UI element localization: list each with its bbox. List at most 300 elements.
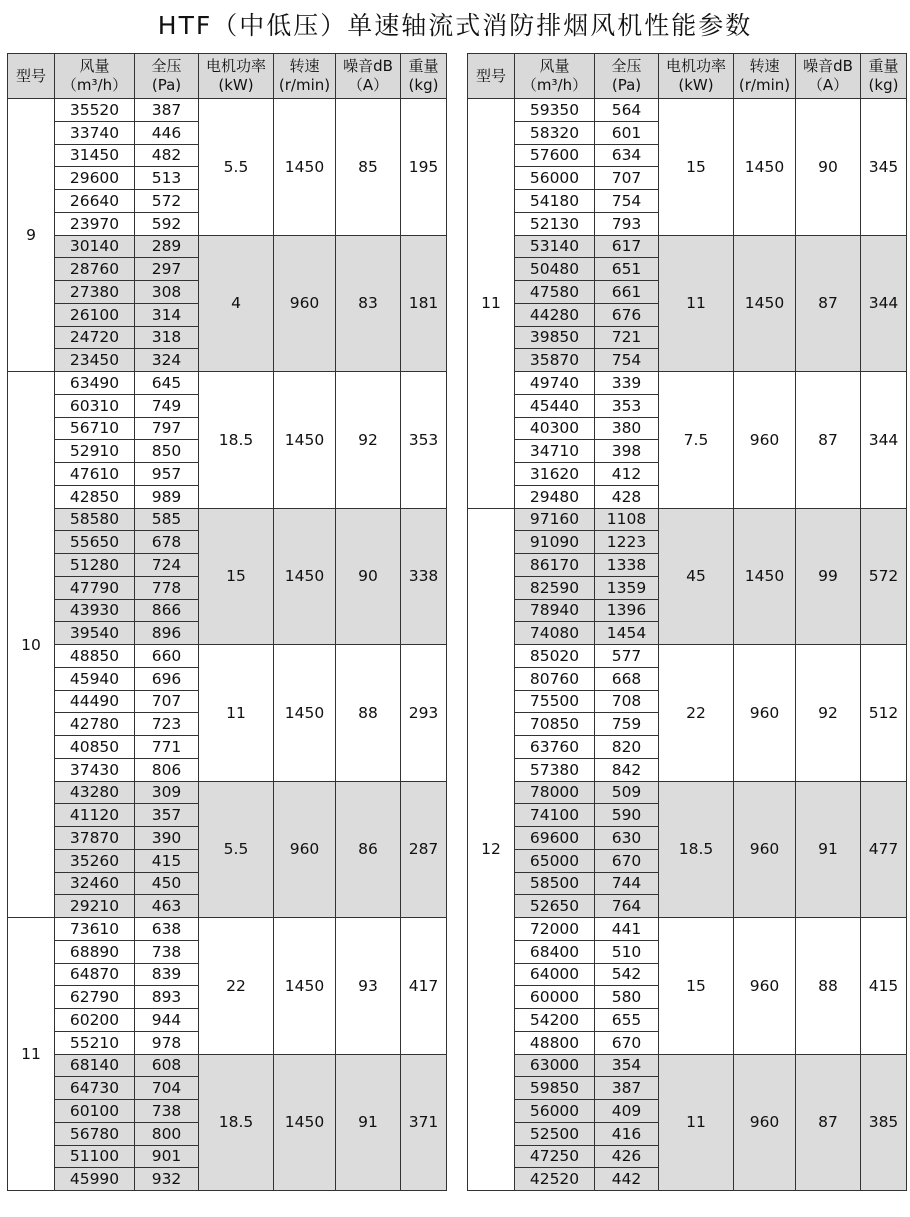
pressure-cell: 380 (595, 417, 659, 440)
airflow-cell: 28760 (55, 258, 135, 281)
model-cell: 10 (8, 372, 55, 918)
pressure-cell: 564 (595, 99, 659, 122)
pressure-cell: 324 (135, 349, 199, 372)
airflow-cell: 24720 (55, 326, 135, 349)
airflow-cell: 53140 (515, 235, 595, 258)
pressure-cell: 482 (135, 144, 199, 167)
speed-cell: 960 (734, 781, 796, 918)
col-header-model (8, 54, 55, 99)
pressure-cell: 932 (135, 1168, 199, 1191)
airflow-cell: 37870 (55, 827, 135, 850)
col-header-line1: 全压 (151, 57, 182, 75)
pressure-cell: 1108 (595, 508, 659, 531)
col-header-pressure (595, 54, 659, 99)
noise-cell: 87 (796, 1054, 861, 1191)
pressure-cell: 353 (595, 394, 659, 417)
pressure-cell: 957 (135, 463, 199, 486)
pressure-cell: 668 (595, 667, 659, 690)
airflow-cell: 58580 (55, 508, 135, 531)
col-header-line2: （A） (807, 76, 849, 94)
airflow-cell: 44490 (55, 690, 135, 713)
weight-cell: 293 (401, 645, 447, 782)
airflow-cell: 45440 (515, 394, 595, 417)
table-row (468, 781, 907, 804)
pressure-cell: 670 (595, 1031, 659, 1054)
table-row (8, 99, 447, 122)
motor-power-cell: 15 (659, 99, 734, 236)
airflow-cell: 62790 (55, 986, 135, 1009)
weight-cell: 195 (401, 99, 447, 236)
airflow-cell: 55650 (55, 531, 135, 554)
airflow-cell: 68140 (55, 1054, 135, 1077)
pressure-cell: 721 (595, 326, 659, 349)
pressure-cell: 601 (595, 121, 659, 144)
pressure-cell: 676 (595, 303, 659, 326)
pressure-cell: 412 (595, 463, 659, 486)
airflow-cell: 59850 (515, 1077, 595, 1100)
table-header (468, 54, 907, 99)
airflow-cell: 72000 (515, 918, 595, 941)
col-header-line2: (r/min) (278, 76, 331, 94)
airflow-cell: 56710 (55, 417, 135, 440)
noise-cell: 87 (796, 372, 861, 509)
col-header-speed (734, 54, 796, 99)
col-header-line2: （A） (347, 76, 389, 94)
pressure-cell: 806 (135, 758, 199, 781)
pressure-cell: 463 (135, 895, 199, 918)
speed-cell: 1450 (734, 235, 796, 372)
airflow-cell: 60100 (55, 1100, 135, 1123)
pressure-cell: 318 (135, 326, 199, 349)
airflow-cell: 65000 (515, 849, 595, 872)
noise-cell: 93 (336, 918, 401, 1055)
airflow-cell: 44280 (515, 303, 595, 326)
weight-cell: 572 (861, 508, 907, 645)
pressure-cell: 978 (135, 1031, 199, 1054)
speed-cell: 1450 (274, 1054, 336, 1191)
airflow-cell: 52650 (515, 895, 595, 918)
airflow-cell: 52910 (55, 440, 135, 463)
airflow-cell: 47580 (515, 281, 595, 304)
col-header-line1: 风量 (539, 57, 570, 75)
airflow-cell: 63490 (55, 372, 135, 395)
airflow-cell: 34710 (515, 440, 595, 463)
airflow-cell: 35870 (515, 349, 595, 372)
pressure-cell: 585 (135, 508, 199, 531)
pressure-cell: 415 (135, 849, 199, 872)
airflow-cell: 68890 (55, 940, 135, 963)
airflow-cell: 50480 (515, 258, 595, 281)
table-row (8, 645, 447, 668)
speed-cell: 960 (274, 781, 336, 918)
model-cell: 11 (8, 918, 55, 1191)
pressure-cell: 1223 (595, 531, 659, 554)
pressure-cell: 738 (135, 1100, 199, 1123)
table-row (468, 1054, 907, 1077)
speed-cell: 960 (734, 645, 796, 782)
weight-cell: 415 (861, 918, 907, 1055)
airflow-cell: 57600 (515, 144, 595, 167)
pressure-cell: 797 (135, 417, 199, 440)
pressure-cell: 426 (595, 1145, 659, 1168)
airflow-cell: 30140 (55, 235, 135, 258)
col-header-line2: (kg) (868, 76, 899, 94)
airflow-cell: 58500 (515, 872, 595, 895)
pressure-cell: 778 (135, 576, 199, 599)
col-header-motor-power (659, 54, 734, 99)
airflow-cell: 51280 (55, 554, 135, 577)
airflow-cell: 26640 (55, 190, 135, 213)
col-header-motor-power (199, 54, 274, 99)
table-row (8, 235, 447, 258)
airflow-cell: 85020 (515, 645, 595, 668)
pressure-cell: 577 (595, 645, 659, 668)
pressure-cell: 793 (595, 212, 659, 235)
col-header-line1: 电机功率 (665, 57, 726, 75)
motor-power-cell: 11 (659, 235, 734, 372)
motor-power-cell: 22 (199, 918, 274, 1055)
speed-cell: 960 (734, 918, 796, 1055)
airflow-cell: 31450 (55, 144, 135, 167)
pressure-cell: 339 (595, 372, 659, 395)
speed-cell: 1450 (274, 372, 336, 509)
model-cell: 9 (8, 99, 55, 372)
airflow-cell: 32460 (55, 872, 135, 895)
airflow-cell: 27380 (55, 281, 135, 304)
header-row (468, 54, 907, 99)
noise-cell: 91 (336, 1054, 401, 1191)
airflow-cell: 29600 (55, 167, 135, 190)
pressure-cell: 651 (595, 258, 659, 281)
col-header-line2: （m³/h） (61, 76, 128, 94)
airflow-cell: 29480 (515, 485, 595, 508)
pressure-cell: 850 (135, 440, 199, 463)
col-header-line2: (kW) (218, 76, 254, 94)
speed-cell: 1450 (734, 508, 796, 645)
weight-cell: 287 (401, 781, 447, 918)
pressure-cell: 724 (135, 554, 199, 577)
col-header-line1: 风量 (79, 57, 110, 75)
model-cell: 12 (468, 508, 515, 1191)
airflow-cell: 35520 (55, 99, 135, 122)
col-header-line2: (Pa) (611, 76, 642, 94)
airflow-cell: 31620 (515, 463, 595, 486)
pressure-cell: 428 (595, 485, 659, 508)
weight-cell: 338 (401, 508, 447, 645)
spec-table-left (7, 53, 447, 1191)
weight-cell: 353 (401, 372, 447, 509)
pressure-cell: 390 (135, 827, 199, 850)
weight-cell: 477 (861, 781, 907, 918)
pressure-cell: 416 (595, 1122, 659, 1145)
col-header-line2: （m³/h） (521, 76, 588, 94)
airflow-cell: 91090 (515, 531, 595, 554)
airflow-cell: 35260 (55, 849, 135, 872)
motor-power-cell: 5.5 (199, 99, 274, 236)
pressure-cell: 590 (595, 804, 659, 827)
spec-table-right (467, 53, 907, 1191)
col-header-line1: 电机功率 (205, 57, 266, 75)
pressure-cell: 297 (135, 258, 199, 281)
pressure-cell: 309 (135, 781, 199, 804)
noise-cell: 86 (336, 781, 401, 918)
col-header-noise (336, 54, 401, 99)
airflow-cell: 60200 (55, 1009, 135, 1032)
speed-cell: 960 (734, 372, 796, 509)
speed-cell: 1450 (274, 99, 336, 236)
airflow-cell: 54200 (515, 1009, 595, 1032)
col-header-line1: 全压 (611, 57, 642, 75)
airflow-cell: 78940 (515, 599, 595, 622)
pressure-cell: 660 (135, 645, 199, 668)
table-row (8, 781, 447, 804)
motor-power-cell: 18.5 (659, 781, 734, 918)
airflow-cell: 69600 (515, 827, 595, 850)
table-row (8, 508, 447, 531)
airflow-cell: 56780 (55, 1122, 135, 1145)
airflow-cell: 64870 (55, 963, 135, 986)
airflow-cell: 42850 (55, 485, 135, 508)
airflow-cell: 47250 (515, 1145, 595, 1168)
pressure-cell: 510 (595, 940, 659, 963)
pressure-cell: 842 (595, 758, 659, 781)
pressure-cell: 617 (595, 235, 659, 258)
airflow-cell: 63760 (515, 736, 595, 759)
col-header-weight (401, 54, 447, 99)
airflow-cell: 42780 (55, 713, 135, 736)
table-row (468, 235, 907, 258)
airflow-cell: 43930 (55, 599, 135, 622)
airflow-cell: 58320 (515, 121, 595, 144)
airflow-cell: 68400 (515, 940, 595, 963)
pressure-cell: 744 (595, 872, 659, 895)
pressure-cell: 387 (595, 1077, 659, 1100)
motor-power-cell: 4 (199, 235, 274, 372)
noise-cell: 92 (796, 645, 861, 782)
pressure-cell: 308 (135, 281, 199, 304)
pressure-cell: 754 (595, 190, 659, 213)
col-header-model (468, 54, 515, 99)
header-row (8, 54, 447, 99)
col-header-line2: (r/min) (738, 76, 791, 94)
airflow-cell: 51100 (55, 1145, 135, 1168)
airflow-cell: 73610 (55, 918, 135, 941)
col-header-line1: 型号 (475, 66, 506, 85)
airflow-cell: 52500 (515, 1122, 595, 1145)
weight-cell: 344 (861, 372, 907, 509)
airflow-cell: 26100 (55, 303, 135, 326)
model-cell: 11 (468, 99, 515, 509)
pressure-cell: 896 (135, 622, 199, 645)
motor-power-cell: 15 (199, 508, 274, 645)
pressure-cell: 572 (135, 190, 199, 213)
airflow-cell: 64730 (55, 1077, 135, 1100)
noise-cell: 88 (336, 645, 401, 782)
noise-cell: 90 (796, 99, 861, 236)
airflow-cell: 41120 (55, 804, 135, 827)
pressure-cell: 754 (595, 349, 659, 372)
airflow-cell: 47610 (55, 463, 135, 486)
table-body (468, 99, 907, 1191)
pressure-cell: 944 (135, 1009, 199, 1032)
airflow-cell: 56000 (515, 1100, 595, 1123)
pressure-cell: 866 (135, 599, 199, 622)
pressure-cell: 638 (135, 918, 199, 941)
table-row (468, 99, 907, 122)
pressure-cell: 446 (135, 121, 199, 144)
pressure-cell: 509 (595, 781, 659, 804)
pressure-cell: 314 (135, 303, 199, 326)
pressure-cell: 542 (595, 963, 659, 986)
pressure-cell: 800 (135, 1122, 199, 1145)
table-header (8, 54, 447, 99)
pressure-cell: 655 (595, 1009, 659, 1032)
airflow-cell: 75500 (515, 690, 595, 713)
pressure-cell: 839 (135, 963, 199, 986)
airflow-cell: 74080 (515, 622, 595, 645)
pressure-cell: 764 (595, 895, 659, 918)
pressure-cell: 387 (135, 99, 199, 122)
pressure-cell: 513 (135, 167, 199, 190)
pressure-cell: 289 (135, 235, 199, 258)
table-row (468, 918, 907, 941)
col-header-speed (274, 54, 336, 99)
airflow-cell: 56000 (515, 167, 595, 190)
pressure-cell: 1396 (595, 599, 659, 622)
pressure-cell: 707 (595, 167, 659, 190)
weight-cell: 417 (401, 918, 447, 1055)
speed-cell: 960 (734, 1054, 796, 1191)
pressure-cell: 989 (135, 485, 199, 508)
table-row (8, 918, 447, 941)
pressure-cell: 678 (135, 531, 199, 554)
pressure-cell: 771 (135, 736, 199, 759)
airflow-cell: 47790 (55, 576, 135, 599)
motor-power-cell: 7.5 (659, 372, 734, 509)
col-header-weight (861, 54, 907, 99)
pressure-cell: 442 (595, 1168, 659, 1191)
pressure-cell: 580 (595, 986, 659, 1009)
airflow-cell: 74100 (515, 804, 595, 827)
pressure-cell: 354 (595, 1054, 659, 1077)
speed-cell: 1450 (274, 508, 336, 645)
airflow-cell: 54180 (515, 190, 595, 213)
col-header-pressure (135, 54, 199, 99)
airflow-cell: 43280 (55, 781, 135, 804)
pressure-cell: 749 (135, 394, 199, 417)
airflow-cell: 57380 (515, 758, 595, 781)
col-header-line1: 转速 (289, 57, 320, 75)
noise-cell: 85 (336, 99, 401, 236)
airflow-cell: 55210 (55, 1031, 135, 1054)
airflow-cell: 86170 (515, 554, 595, 577)
pressure-cell: 1454 (595, 622, 659, 645)
noise-cell: 90 (336, 508, 401, 645)
weight-cell: 371 (401, 1054, 447, 1191)
pressure-cell: 357 (135, 804, 199, 827)
airflow-cell: 33740 (55, 121, 135, 144)
table-row (468, 372, 907, 395)
speed-cell: 1450 (274, 645, 336, 782)
col-header-line1: 重量 (408, 57, 439, 75)
pressure-cell: 759 (595, 713, 659, 736)
airflow-cell: 80760 (515, 667, 595, 690)
airflow-cell: 49740 (515, 372, 595, 395)
noise-cell: 83 (336, 235, 401, 372)
table-row (8, 1054, 447, 1077)
airflow-cell: 64000 (515, 963, 595, 986)
motor-power-cell: 11 (199, 645, 274, 782)
pressure-cell: 592 (135, 212, 199, 235)
motor-power-cell: 18.5 (199, 1054, 274, 1191)
pressure-cell: 670 (595, 849, 659, 872)
pressure-cell: 901 (135, 1145, 199, 1168)
airflow-cell: 45990 (55, 1168, 135, 1191)
pressure-cell: 634 (595, 144, 659, 167)
airflow-cell: 59350 (515, 99, 595, 122)
airflow-cell: 63000 (515, 1054, 595, 1077)
pressure-cell: 661 (595, 281, 659, 304)
col-header-line1: 噪音dB (803, 57, 853, 75)
weight-cell: 385 (861, 1054, 907, 1191)
airflow-cell: 97160 (515, 508, 595, 531)
weight-cell: 181 (401, 235, 447, 372)
airflow-cell: 29210 (55, 895, 135, 918)
airflow-cell: 82590 (515, 576, 595, 599)
airflow-cell: 78000 (515, 781, 595, 804)
motor-power-cell: 18.5 (199, 372, 274, 509)
motor-power-cell: 5.5 (199, 781, 274, 918)
airflow-cell: 23450 (55, 349, 135, 372)
weight-cell: 512 (861, 645, 907, 782)
airflow-cell: 60310 (55, 394, 135, 417)
airflow-cell: 48850 (55, 645, 135, 668)
airflow-cell: 48800 (515, 1031, 595, 1054)
airflow-cell: 70850 (515, 713, 595, 736)
page-title: HTF（中低压）单速轴流式消防排烟风机性能参数 (157, 11, 753, 40)
pressure-cell: 704 (135, 1077, 199, 1100)
col-header-line2: (kg) (408, 76, 439, 94)
pressure-cell: 450 (135, 872, 199, 895)
pressure-cell: 630 (595, 827, 659, 850)
airflow-cell: 39850 (515, 326, 595, 349)
pressure-cell: 1338 (595, 554, 659, 577)
col-header-airflow (55, 54, 135, 99)
noise-cell: 92 (336, 372, 401, 509)
col-header-line2: (kW) (678, 76, 714, 94)
airflow-cell: 60000 (515, 986, 595, 1009)
weight-cell: 345 (861, 99, 907, 236)
noise-cell: 88 (796, 918, 861, 1055)
pressure-cell: 723 (135, 713, 199, 736)
airflow-cell: 40850 (55, 736, 135, 759)
table-row (8, 372, 447, 395)
noise-cell: 87 (796, 235, 861, 372)
pressure-cell: 441 (595, 918, 659, 941)
airflow-cell: 40300 (515, 417, 595, 440)
table-row (468, 645, 907, 668)
col-header-noise (796, 54, 861, 99)
airflow-cell: 37430 (55, 758, 135, 781)
col-header-line1: 噪音dB (343, 57, 393, 75)
airflow-cell: 42520 (515, 1168, 595, 1191)
airflow-cell: 23970 (55, 212, 135, 235)
motor-power-cell: 22 (659, 645, 734, 782)
pressure-cell: 707 (135, 690, 199, 713)
airflow-cell: 39540 (55, 622, 135, 645)
airflow-cell: 52130 (515, 212, 595, 235)
motor-power-cell: 45 (659, 508, 734, 645)
